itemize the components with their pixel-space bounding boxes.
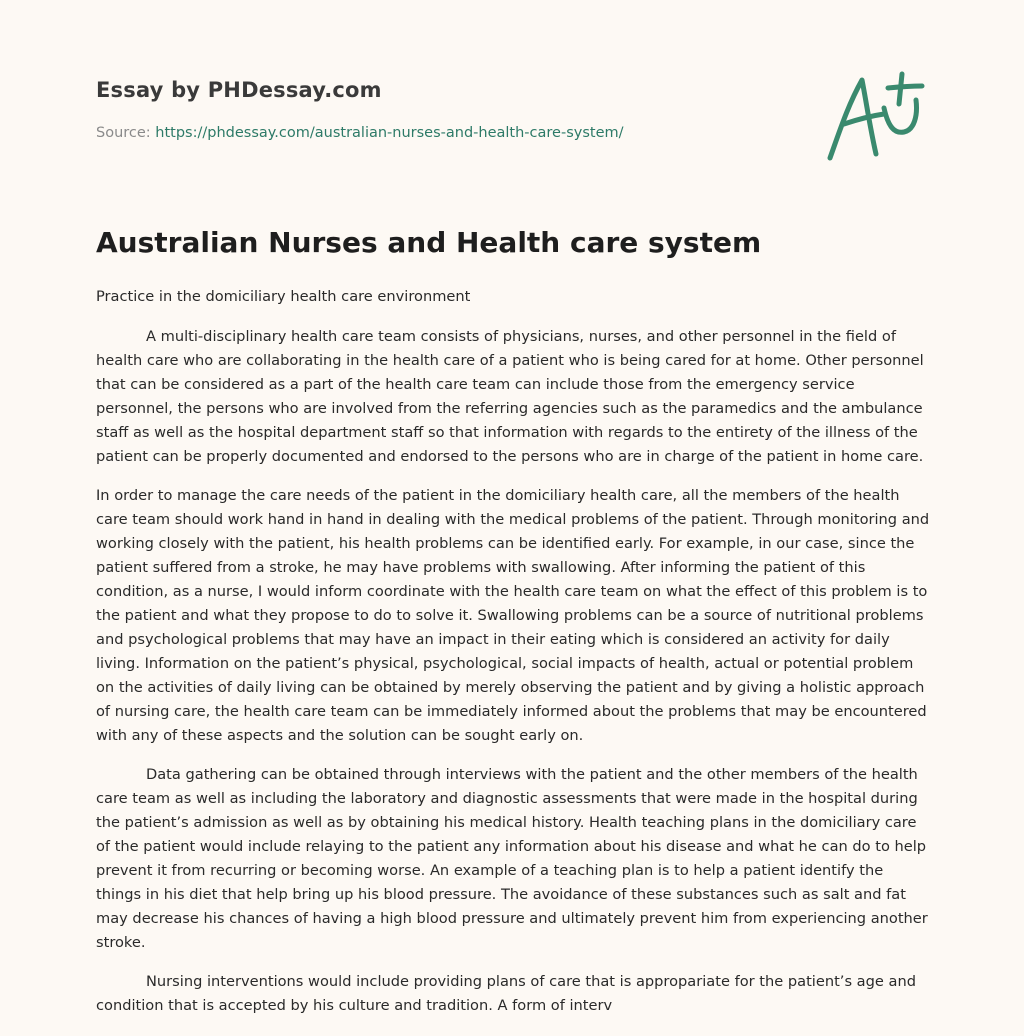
essay-body xyxy=(96,325,932,1033)
essay-subtitle: Practice in the domiciliary health care environment xyxy=(96,288,471,305)
source-link[interactable]: https://phdessay.com/australian-nurses-and-health-care-system/ xyxy=(155,125,624,141)
paragraph: Data gathering can be obtained through interviews with the patient and the other members of the health care team as well as including the laboratory and diagnostic assessments that were made in the hospital during the patient’s admission as well as by obtaining his medical history. Health teaching plans in the domiciliary care of the patient would include relaying to the patient any information about his disease and what he can do to help prevent it from recurring or becoming worse. An example of a teaching plan is to help a patient identify the things in his diet that help bring up his blood pressure. The avoidance of these substances such as salt and fat may decrease his chances of having a high blood pressure and ultimately prevent him from experiencing another stroke. xyxy=(96,766,928,951)
a-plus-logo-icon xyxy=(826,70,926,162)
source-line xyxy=(96,125,624,141)
brand-title: Essay by PHDessay.com xyxy=(96,78,382,102)
paragraph: Nursing interventions would include providing plans of care that is appropariate for the patient’s age and condition that is accepted by his culture and tradition. A form of interv xyxy=(96,973,916,1014)
essay-title: Australian Nurses and Health care system xyxy=(96,226,762,259)
paragraph: In order to manage the care needs of the patient in the domiciliary health care, all the members of the health care team should work hand in hand in dealing with the medical problems of the patient. Through monitoring and working closely with the patient, his health problems can be identified early. For example, in our case, since the patient suffered from a stroke, he may have problems with swallowing. After informing the patient of this condition, as a nurse, I would inform coordinate with the health care team on what the effect of this problem is to the patient and what they propose to do to solve it. Swallowing problems can be a source of nutritional problems and psychological problems that may have an impact in their eating which is considered an activity for daily living. Information on the patient’s physical, psychological, social impacts of health, actual or potential problem on the activities of daily living can be obtained by merely observing the patient and by giving a holistic approach of nursing care, the health care team can be immediately informed about the problems that may be encountered with any of these aspects and the solution can be sought early on. xyxy=(96,487,930,744)
source-label: Source: xyxy=(96,125,156,141)
paragraph: A multi-disciplinary health care team consists of physicians, nurses, and other personnel in the field of health care who are collaborating in the health care of a patient who is being cared for at home. Other personnel that can be considered as a part of the health care team can include those from the emergency service personnel, the persons who are involved from the referring agencies such as the paramedics and the ambulance staff as well as the hospital department staff so that information with regards to the entirety of the illness of the patient can be properly documented and endorsed to the persons who are in charge of the patient in home care. xyxy=(96,328,924,465)
